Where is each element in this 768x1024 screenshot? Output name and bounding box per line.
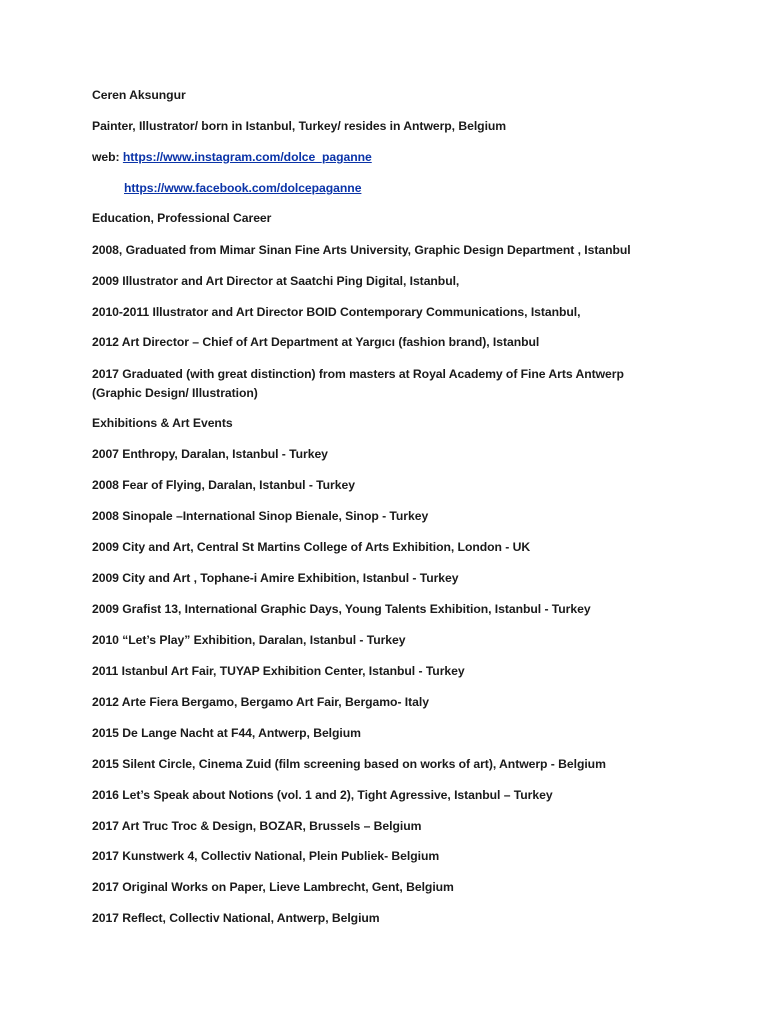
instagram-link[interactable]: https://www.instagram.com/dolce_paganne: [122, 150, 372, 164]
exhibition-item: 2009 City and Art , Tophane-i Amire Exhibition, Istanbul - Turkey: [92, 571, 459, 585]
exhibition-item: 2010 “Let’s Play” Exhibition, Daralan, Istanbul - Turkey: [92, 633, 406, 647]
artist-tagline: Painter, Illustrator/ born in Istanbul, Turkey/ resides in Antwerp, Belgium: [92, 119, 507, 133]
exhibition-item: 2017 Original Works on Paper, Lieve Lambrecht, Gent, Belgium: [92, 880, 454, 894]
web-row: [92, 149, 372, 165]
exhibition-item: 2017 Reflect, Collectiv National, Antwerp, Belgium: [92, 911, 380, 925]
exhibition-item: 2011 Istanbul Art Fair, TUYAP Exhibition Center, Istanbul - Turkey: [92, 664, 465, 678]
education-item-continued: (Graphic Design/ Illustration): [92, 386, 258, 400]
exhibition-item: 2009 City and Art, Central St Martins College of Arts Exhibition, London - UK: [92, 540, 531, 554]
exhibitions-heading: Exhibitions & Art Events: [92, 416, 233, 430]
artist-name: Ceren Aksungur: [92, 88, 186, 102]
exhibition-item: 2012 Arte Fiera Bergamo, Bergamo Art Fair, Bergamo- Italy: [92, 695, 429, 709]
education-item: 2012 Art Director – Chief of Art Department at Yargıcı (fashion brand), Istanbul: [92, 335, 540, 349]
facebook-row: [124, 180, 361, 196]
exhibition-item: 2007 Enthropy, Daralan, Istanbul - Turkey: [92, 447, 328, 461]
education-item: 2008, Graduated from Mimar Sinan Fine Arts University, Graphic Design Department , Istanbul: [92, 243, 631, 257]
education-item: 2017 Graduated (with great distinction) from masters at Royal Academy of Fine Arts Antwerp: [92, 367, 624, 381]
exhibition-item: 2016 Let’s Speak about Notions (vol. 1 and 2), Tight Agressive, Istanbul – Turkey: [92, 788, 553, 802]
exhibition-item: 2015 De Lange Nacht at F44, Antwerp, Belgium: [92, 726, 361, 740]
exhibition-item: 2009 Grafist 13, International Graphic Days, Young Talents Exhibition, Istanbul - Turkey: [92, 602, 591, 616]
exhibition-item: 2008 Sinopale –International Sinop Bienale, Sinop - Turkey: [92, 509, 429, 523]
exhibition-item: 2008 Fear of Flying, Daralan, Istanbul - Turkey: [92, 478, 355, 492]
education-item: 2010-2011 Illustrator and Art Director BOID Contemporary Communications, Istanbul,: [92, 305, 581, 319]
exhibition-item: 2017 Kunstwerk 4, Collectiv National, Plein Publiek- Belgium: [92, 849, 440, 863]
education-heading: Education, Professional Career: [92, 211, 272, 225]
facebook-link[interactable]: https://www.facebook.com/dolcepaganne: [124, 181, 362, 195]
exhibition-item: 2017 Art Truc Troc & Design, BOZAR, Brussels – Belgium: [92, 819, 422, 833]
web-label: web:: [92, 150, 123, 164]
education-item: 2009 Illustrator and Art Director at Saatchi Ping Digital, Istanbul,: [92, 274, 460, 288]
exhibition-item: 2015 Silent Circle, Cinema Zuid (film screening based on works of art), Antwerp - Belgium: [92, 757, 606, 771]
